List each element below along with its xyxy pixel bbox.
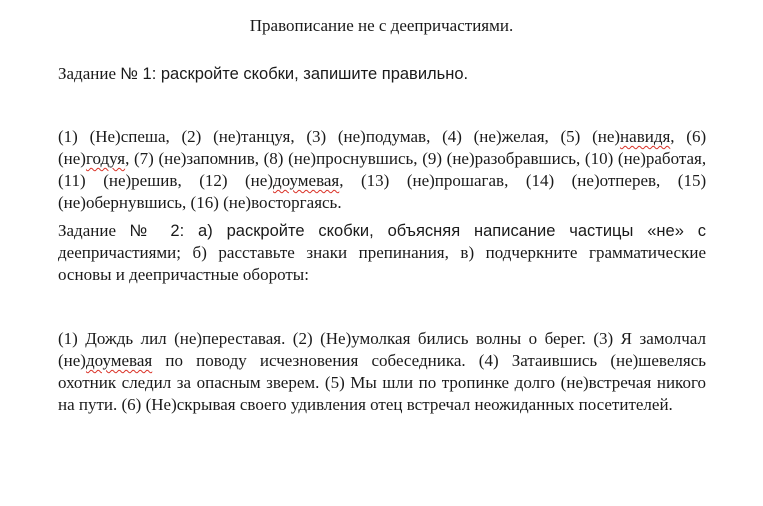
page-title: Правописание не с деепричастиями.	[249, 16, 514, 35]
item-word: (не)прошагав	[406, 171, 505, 190]
task1-instruction: № 1: раскройте скобки, запишите правильно.	[120, 65, 469, 83]
item-word: (не)работая	[617, 149, 702, 168]
item-separator: ,	[182, 193, 191, 212]
item-number: (9)	[422, 149, 443, 168]
task1-list-item	[361, 171, 526, 190]
item-number: (3)	[306, 127, 327, 146]
item-number: (4)	[442, 127, 462, 146]
task1-list-item	[182, 127, 307, 146]
item-separator: ,	[656, 171, 678, 190]
item-separator: ,	[670, 127, 687, 146]
item-word: (не)отперев	[571, 171, 657, 190]
task1-label: Задание	[58, 64, 121, 83]
item-word: (не)проснувшись	[288, 149, 414, 168]
item-word: (не)запомнив	[158, 149, 255, 168]
item-number: (6)	[686, 127, 707, 146]
item-separator: ,	[413, 149, 423, 168]
spellcheck-flagged-word: годуя	[85, 149, 126, 168]
item-prefix: (не)	[245, 171, 273, 190]
task1-word-list	[58, 126, 706, 214]
item-separator: ,	[504, 171, 526, 190]
item-separator: ,	[254, 149, 264, 168]
item-word: (не)подумав	[337, 127, 427, 146]
item-separator: ,	[165, 127, 182, 146]
item-number: (7)	[133, 149, 154, 168]
item-word: (не)танцуя	[213, 127, 291, 146]
item-separator: ,	[177, 171, 200, 190]
spellcheck-flagged-word: доумевая	[272, 171, 340, 190]
item-prefix: (не)	[58, 149, 86, 168]
item-number: (1)	[58, 127, 78, 146]
task1-list-item	[134, 149, 264, 168]
item-word: (не)желая	[473, 127, 545, 146]
task2-instruction: № 2: а) раскройте скобки, объясняя написание частицы «не» с	[129, 222, 707, 240]
task1-list-item	[264, 149, 423, 168]
item-number: (5)	[560, 127, 581, 146]
item-number: (11)	[58, 171, 86, 190]
task1-list-item	[442, 127, 560, 146]
task1-list-item	[422, 149, 585, 168]
item-number: (13)	[360, 171, 390, 190]
task1-list-item	[199, 171, 361, 190]
item-number: (8)	[263, 149, 284, 168]
item-separator: ,	[339, 171, 361, 190]
task1-list-item	[585, 149, 706, 168]
item-separator: ,	[125, 149, 134, 168]
task1-list-item	[306, 127, 442, 146]
item-word: (Не)спеша	[89, 127, 166, 146]
item-number: (14)	[525, 171, 555, 190]
task1-list-item	[58, 127, 182, 146]
item-word: (не)обернувшись	[58, 193, 183, 212]
item-number: (10)	[584, 149, 614, 168]
item-separator: .	[337, 193, 342, 212]
item-separator: ,	[701, 149, 707, 168]
task2-text-part2: по поводу исчезновения собеседника. (4) Затаившись (не)шевелясь охотник следил за опасным зверем. (5) Мы шли по тропинке долго (не)встречая никого на пути. (6) (Не)скрывая своего удивления отец встречал неожиданных посетителей.	[58, 351, 706, 414]
task1-list-item	[191, 193, 342, 212]
item-word: (не)восторгаясь	[223, 193, 338, 212]
task1-heading	[58, 63, 706, 85]
item-number: (16)	[190, 193, 219, 212]
task2-text-part1: (1) Дождь лил (не)переставая. (2) (Не)умолкая бились волны о берег. (3) Я замолчал (не)	[58, 329, 706, 370]
task1-list-item	[526, 171, 678, 190]
item-prefix: (не)	[592, 127, 621, 146]
task2-instruction-rest: деепричастиями; б) расставьте знаки препинания, в) подчеркните грамматические основы и деепричастные обороты:	[58, 243, 706, 284]
item-separator: ,	[426, 127, 443, 146]
task1-list-item	[561, 127, 687, 146]
item-number: (15)	[677, 171, 707, 190]
spellcheck-flagged-word: навидя	[620, 127, 671, 146]
item-separator: ,	[290, 127, 307, 146]
item-word: (не)решив	[103, 171, 178, 190]
item-number: (12)	[199, 171, 228, 190]
task2-label: Задание	[58, 221, 130, 240]
item-number: (2)	[181, 127, 202, 146]
spellcheck-flagged-word: доумевая	[85, 351, 153, 370]
item-separator: ,	[576, 149, 585, 168]
item-word: (не)разобравшись	[446, 149, 577, 168]
task2-sentences	[58, 328, 706, 416]
task1-list-item	[58, 171, 199, 190]
item-separator: ,	[544, 127, 561, 146]
task2-heading	[58, 220, 706, 286]
